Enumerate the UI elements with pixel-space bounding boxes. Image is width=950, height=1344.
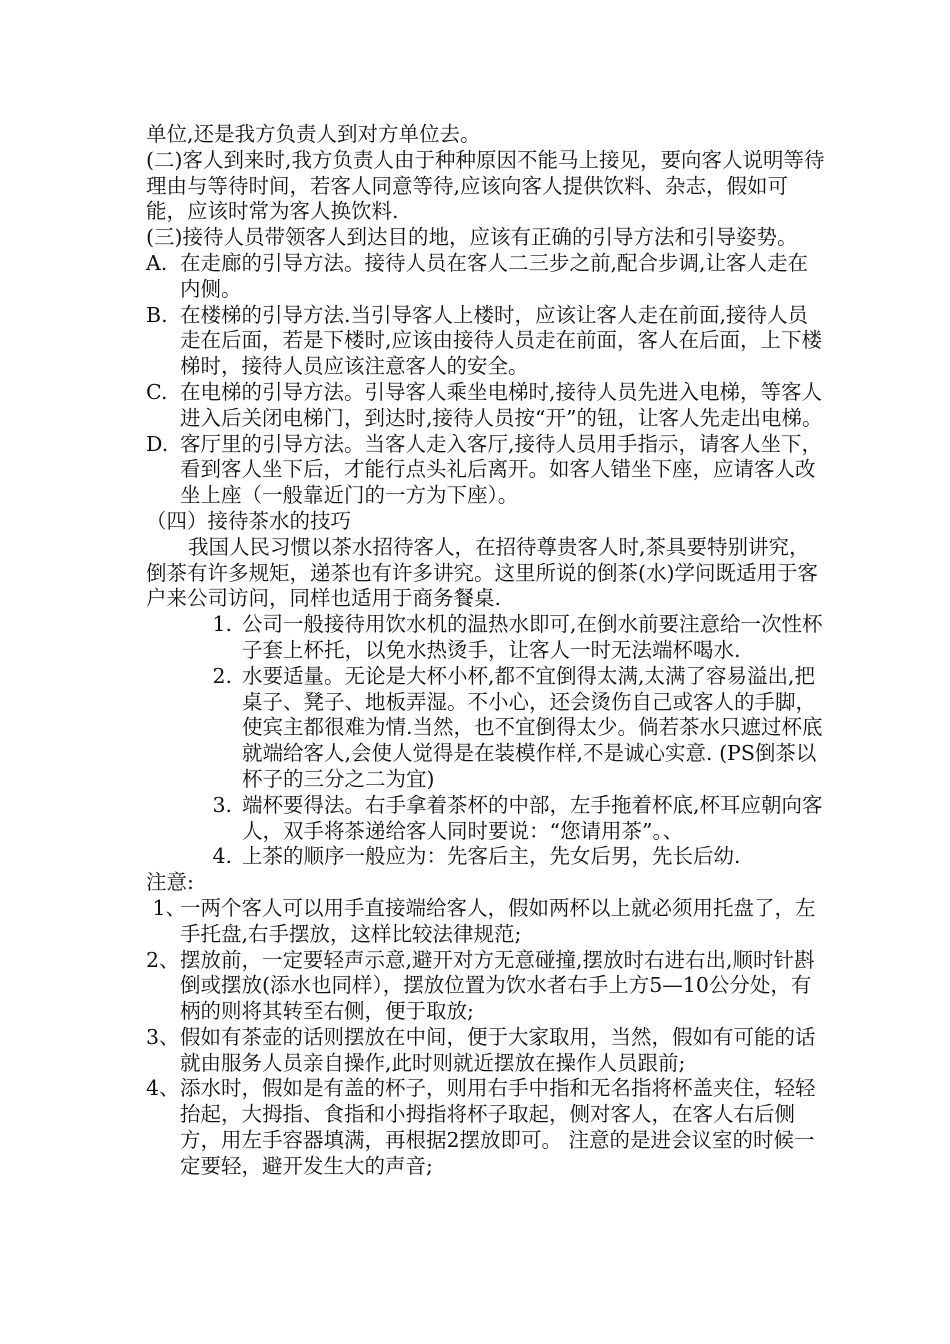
list-item [146,664,826,793]
list-marker: 2、 [146,947,180,972]
list-item [146,948,826,1025]
list-item [146,844,826,870]
list-text: 摆放前，一定要轻声示意,避开对方无意碰撞,摆放时右进右出,顺时针斟倒或摆放(添水也同样），摆放位置为饮水者右手上方5—10公分处，有柄的则将其转至右侧，便于取放; [180,947,815,1024]
list-marker: A. [146,250,168,275]
lettered-list [146,251,826,509]
list-marker: 1、 [146,895,187,920]
list-marker: D. [146,431,169,456]
list-text: 上茶的顺序一般应为：先客后主，先女后男，先长后幼. [242,844,741,869]
section-4-title: （四）接待茶水的技巧 [146,508,351,533]
list-text: 在走廊的引导方法。接待人员在客人二三步之前,配合步调,让客人走在内侧。 [180,250,809,301]
notes-title: 注意: [146,870,194,895]
list-marker: 4、 [146,1076,180,1101]
list-item [146,251,826,303]
section-2-paragraph: (二)客人到来时,我方负责人由于种种原因不能马上接见，要向客人说明等待理由与等待时间，若客人同意等待,应该向客人提供饮料、杂志，假如可能，应该时常为客人换饮料. [146,147,825,224]
list-marker: 3、 [146,1024,180,1049]
list-item [146,303,826,380]
list-text: 端杯要得法。右手拿着茶杯的中部，左手拖着杯底,杯耳应朝向客人，双手将茶递给客人同时要说：“您请用茶”。、 [242,792,823,843]
list-item [146,1076,826,1179]
list-marker: 4. [212,844,232,869]
list-text: 公司一般接待用饮水机的温热水即可,在倒水前要注意给一次性杯子套上杯托，以免水热烫手，让客人一时无法端杯喝水. [242,612,823,662]
list-text: 在楼梯的引导方法.当引导客人上楼时，应该让客人走在前面,接待人员走在后面，若是下楼时,应该由接待人员走在前面，客人在后面，上下楼梯时，接待人员应该注意客人的安全。 [180,302,823,379]
list-marker: 3. [212,792,232,817]
document-body [146,122,826,1180]
list-marker: 1. [212,612,232,637]
list-item [146,1025,826,1077]
list-text: 假如有茶壶的话则摆放在中间，便于大家取用，当然，假如有可能的话就由服务人员亲自操作,此时则就近摆放在操作人员跟前; [180,1024,816,1075]
list-text: 在电梯的引导方法。引导客人乘坐电梯时,接待人员先进入电梯，等客人进入后关闭电梯门，到达时,接待人员按“开”的钮，让客人先走出电梯。 [180,379,823,430]
intro-line: 单位,还是我方负责人到对方单位去。 [146,122,481,146]
section-3-paragraph: (三)接待人员带领客人到达目的地，应该有正确的引导方法和引导姿势。 [146,225,798,250]
list-item [146,432,826,509]
list-text: 一两个客人可以用手直接端给客人，假如两杯以上就必须用托盘了，左手托盘,右手摆放，这样比较法律规范; [180,895,816,946]
list-marker: B. [146,302,168,327]
list-item [146,793,826,845]
notes-list [146,896,826,1180]
list-item [146,896,826,948]
list-marker: C. [146,379,168,404]
list-marker: 2. [212,663,232,688]
list-text: 添水时，假如是有盖的杯子，则用右手中指和无名指将杯盖夹住，轻轻抬起，大拇指、食指和小拇指将杯子取起，侧对客人，在客人右后侧方，用左手容器填满，再根据2摆放即可。 注意的是进会议室的时候一定要轻，避开发生大的声音; [180,1076,816,1178]
list-text: 水要适量。无论是大杯小杯,都不宜倒得太满,太满了容易溢出,把桌子、凳子、地板弄湿。不小心，还会烫伤自己或客人的手脚，使宾主都很难为情.当然，也不宜倒得太少。倘若茶水只遮过杯底就端给客人,会使人觉得是在装模作样,不是诚心实意. (PS倒茶以杯子的三分之二为宜) [242,663,823,791]
section-4-intro: 我国人民习惯以茶水招待客人，在招待尊贵客人时,茶具要特别讲究，倒茶有许多规矩，递茶也有许多讲究。这里所说的倒茶(水)学问既适用于客户来公司访问，同样也适用于商务餐桌. [146,534,818,611]
list-item [146,380,826,432]
numbered-list [146,612,826,870]
list-item [146,612,826,664]
list-text: 客厅里的引导方法。当客人走入客厅,接待人员用手指示，请客人坐下，看到客人坐下后，才能行点头礼后离开。如客人错坐下座，应请客人改坐上座（一般靠近门的一方为下座）。 [180,431,823,508]
